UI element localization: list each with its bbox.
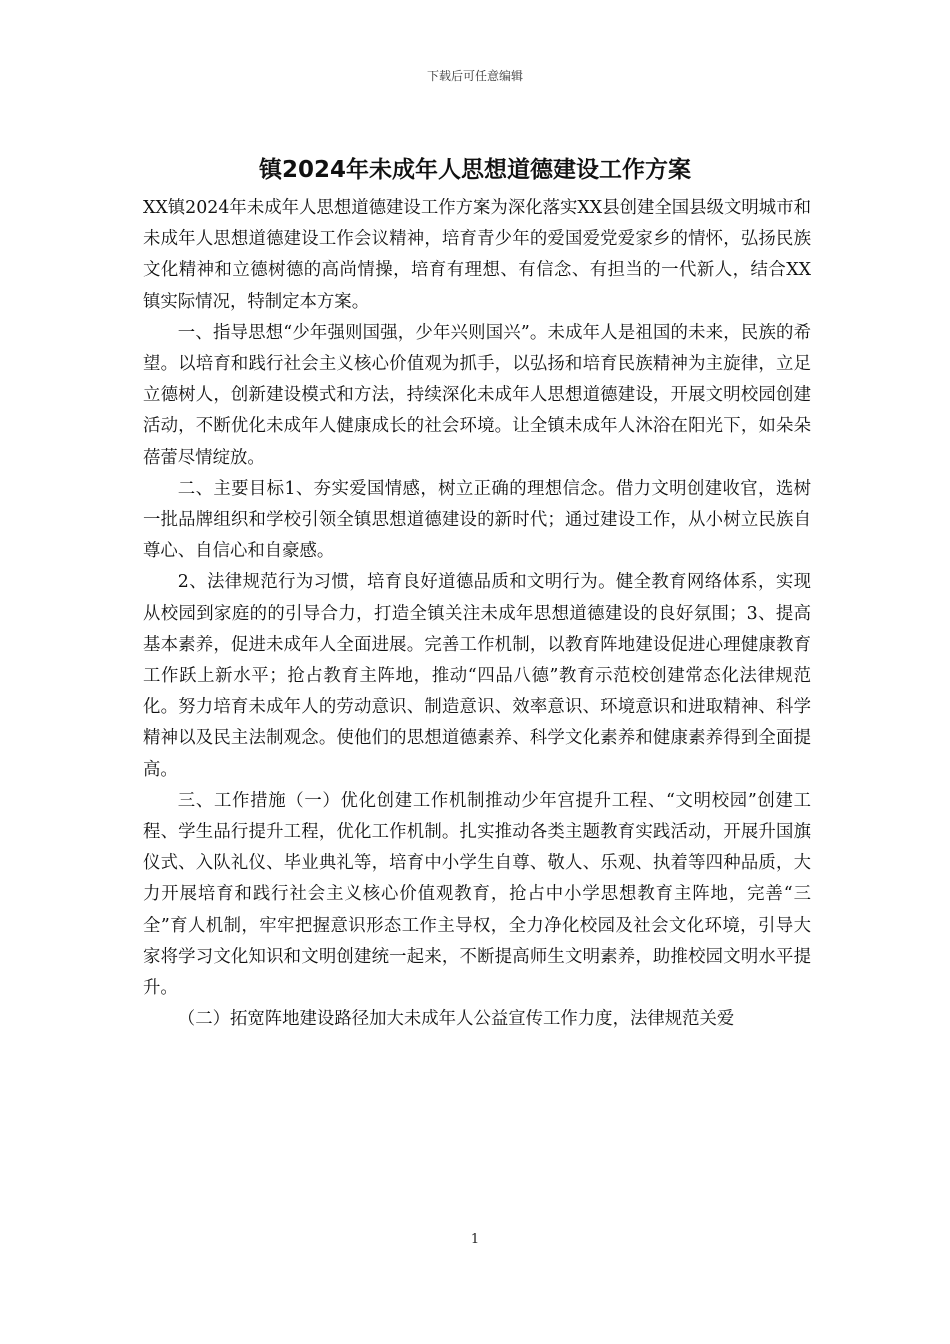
paragraph-behavior-habits: 2、法律规范行为习惯，培育良好道德品质和文明行为。健全教育网络体系，实现从校园到家庭的的引导合力，打造全镇关注未成年思想道德建设的良好氛围；3、提高基本素养，促进未成年人全面进展。完善工作机制，以教育阵地建设促进心理健康教育工作跃上新水平；抢占教育主阵地，推动“四品八德”教育示范校创建常态化法律规范化。努力培育未成年人的劳动意识、制造意识、效率意识、环境意识和进取精神、科学精神以及民主法制观念。使他们的思想道德素养、科学文化素养和健康素养得到全面提高。 (143, 572, 811, 780)
paragraph-guiding-ideology: 一、指导思想“少年强则国强，少年兴则国兴”。未成年人是祖国的未来，民族的希望。以培育和践行社会主义核心价值观为抓手，以弘扬和培育民族精神为主旋律，立足立德树人，创新建设模式和方法，持续深化未成年人思想道德建设，开展文明校园创建活动，不断优化未成年人健康成长的社会环境。让全镇未成年人沐浴在阳光下，如朵朵蓓蕾尽情绽放。 (143, 322, 811, 468)
page-number: 1 (470, 1232, 480, 1247)
paragraph-main-goals: 二、主要目标1、夯实爱国情感，树立正确的理想信念。借力文明创建收官，选树一批品牌组织和学校引领全镇思想道德建设的新时代；通过建设工作，从小树立民族自尊心、自信心和自豪感。 (143, 478, 811, 562)
document-title: 镇2024年未成年人思想道德建设工作方案 (258, 157, 691, 183)
paragraph-expand-positions: （二）拓宽阵地建设路径加大未成年人公益宣传工作力度，法律规范关爱 (177, 1009, 735, 1030)
document-body (143, 193, 811, 1035)
paragraph-intro: XX镇2024年未成年人思想道德建设工作方案为深化落实XX县创建全国县级文明城市和未成年人思想道德建设工作会议精神，培育青少年的爱国爱党爱家乡的情怀，弘扬民族文化精神和立德树德的高尚情操，培育有理想、有信念、有担当的一代新人，结合XX镇实际情况，特制定本方案。 (143, 198, 811, 312)
page-header: 下载后可任意编辑 (426, 69, 523, 83)
paragraph-work-measures: 三、工作措施（一）优化创建工作机制推动少年宫提升工程、“文明校园”创建工程、学生品行提升工程，优化工作机制。扎实推动各类主题教育实践活动，开展升国旗仪式、入队礼仪、毕业典礼等，培育中小学生自尊、敬人、乐观、执着等四种品质，大力开展培育和践行社会主义核心价值观教育，抢占中小学思想教育主阵地，完善“三全”育人机制，牢牢把握意识形态工作主导权，全力净化校园及社会文化环境，引导大家将学习文化知识和文明创建统一起来，不断提高师生文明素养，助推校园文明水平提升。 (143, 790, 811, 999)
